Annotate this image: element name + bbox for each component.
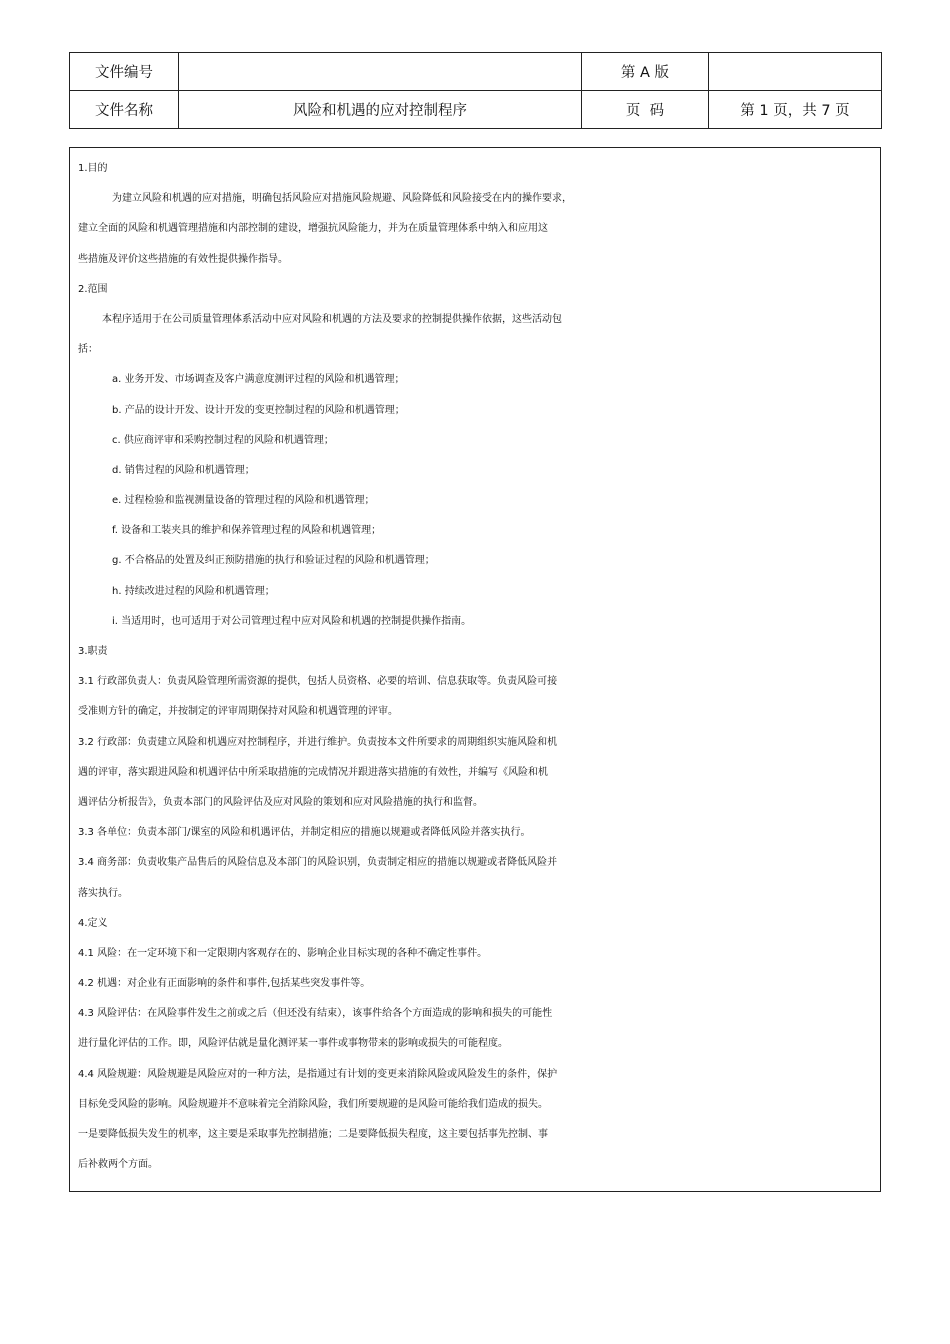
paragraph-line: 建立全面的风险和机遇管理措施和内部控制的建设，增强抗风险能力，并为在质量管理体系中纳入和应用这 bbox=[78, 223, 548, 235]
header-row-doc-no bbox=[70, 53, 882, 91]
list-item: a. 业务开发、市场调查及客户满意度测评过程的风险和机遇管理； bbox=[112, 374, 405, 386]
paragraph-line: 括： bbox=[78, 344, 98, 356]
doc-name-value: 风险和机遇的应对控制程序 bbox=[179, 91, 582, 129]
paragraph-line: 3.2 行政部：负责建立风险和机遇应对控制程序，并进行维护。负责按本文件所要求的周期组织实施风险和机 bbox=[78, 736, 558, 748]
section-heading: 4.定义 bbox=[78, 917, 108, 929]
version-label: 第 A 版 bbox=[582, 53, 709, 91]
doc-no-value bbox=[179, 53, 582, 91]
paragraph-line: 3.3 各单位：负责本部门/课室的风险和机遇评估，并制定相应的措施以规避或者降低风险并落实执行。 bbox=[78, 827, 531, 839]
doc-name-label: 文件名称 bbox=[70, 91, 179, 129]
paragraph-line: 受准则方针的确定，并按制定的评审周期保持对风险和机遇管理的评审。 bbox=[78, 706, 398, 718]
page-label: 页 码 bbox=[582, 91, 709, 129]
paragraph-line: 3.1 行政部负责人：负责风险管理所需资源的提供，包括人员资格、必要的培训、信息获取等。负责风险可接 bbox=[78, 676, 558, 688]
list-item: i. 当适用时，也可适用于对公司管理过程中应对风险和机遇的控制提供操作指南。 bbox=[112, 615, 472, 627]
paragraph-line: 遇评估分析报告》，负责本部门的风险评估及应对风险的策划和应对风险措施的执行和监督。 bbox=[78, 796, 483, 808]
list-item: f. 设备和工装夹具的维护和保养管理过程的风险和机遇管理； bbox=[112, 525, 382, 537]
section-heading: 2.范围 bbox=[78, 283, 108, 295]
page-value: 第 1 页，共 7 页 bbox=[709, 91, 882, 129]
paragraph-line: 4.1 风险：在一定环境下和一定限期内客观存在的、影响企业目标实现的各种不确定性事件。 bbox=[78, 947, 488, 959]
paragraph-line: 3.4 商务部：负责收集产品售后的风险信息及本部门的风险识别，负责制定相应的措施以规避或者降低风险并 bbox=[78, 857, 558, 869]
version-value bbox=[709, 53, 882, 91]
list-item: g. 不合格品的处置及纠正预防措施的执行和验证过程的风险和机遇管理； bbox=[112, 555, 435, 567]
paragraph-line: 4.4 风险规避：风险规避是风险应对的一种方法，是指通过有计划的变更来消除风险或风险发生的条件，保护 bbox=[78, 1068, 558, 1080]
paragraph-line: 落实执行。 bbox=[78, 887, 128, 899]
paragraph-line: 些措施及评价这些措施的有效性提供操作指导。 bbox=[78, 253, 288, 265]
document-body bbox=[78, 154, 886, 1180]
paragraph-line: 目标免受风险的影响。风险规避并不意味着完全消除风险，我们所要规避的是风险可能给我们造成的损失。 bbox=[78, 1098, 548, 1110]
section-heading: 3.职责 bbox=[78, 646, 108, 657]
header-row-doc-name bbox=[70, 91, 882, 129]
paragraph-line: 本程序适用于在公司质量管理体系活动中应对风险和机遇的方法及要求的控制提供操作依据，这些活动包 bbox=[102, 313, 562, 325]
list-item: b. 产品的设计开发、设计开发的变更控制过程的风险和机遇管理； bbox=[112, 404, 405, 416]
paragraph-line: 进行量化评估的工作。即，风险评估就是量化测评某一事件或事物带来的影响或损失的可能程度。 bbox=[78, 1038, 508, 1050]
paragraph-line: 4.3 风险评估：在风险事件发生之前或之后（但还没有结束），该事件给各个方面造成的影响和损失的可能性 bbox=[78, 1008, 553, 1020]
document-header-table bbox=[69, 52, 882, 129]
doc-no-label: 文件编号 bbox=[70, 53, 179, 91]
paragraph-line: 后补救两个方面。 bbox=[78, 1159, 158, 1171]
paragraph-line: 为建立风险和机遇的应对措施，明确包括风险应对措施风险规避、风险降低和风险接受在内的操作要求， bbox=[112, 193, 572, 205]
paragraph-line: 一是要降低损失发生的机率，这主要是采取事先控制措施；二是要降低损失程度，这主要包括事先控制、事 bbox=[78, 1129, 548, 1140]
list-item: c. 供应商评审和采购控制过程的风险和机遇管理； bbox=[112, 434, 334, 446]
list-item: d. 销售过程的风险和机遇管理； bbox=[112, 464, 255, 476]
paragraph-line: 4.2 机遇：对企业有正面影响的条件和事件,包括某些突发事件等。 bbox=[78, 978, 371, 990]
paragraph-line: 遇的评审，落实跟进风险和机遇评估中所采取措施的完成情况并跟进落实措施的有效性，并编写《风险和机 bbox=[78, 766, 548, 778]
list-item: e. 过程检验和监视测量设备的管理过程的风险和机遇管理； bbox=[112, 495, 375, 507]
list-item: h. 持续改进过程的风险和机遇管理； bbox=[112, 585, 275, 597]
section-heading: 1.目的 bbox=[78, 163, 108, 174]
